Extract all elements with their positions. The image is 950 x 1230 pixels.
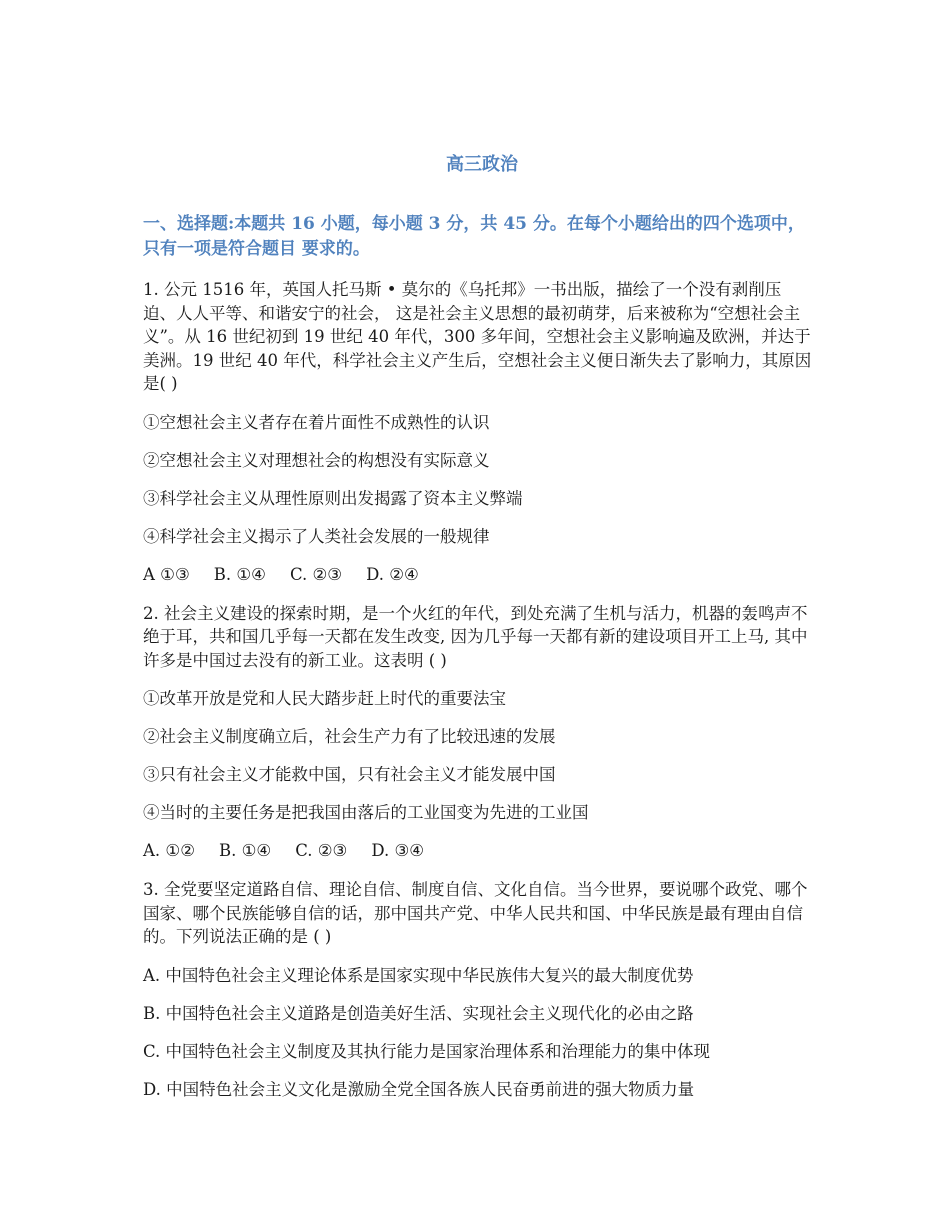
answer-options [143,840,813,862]
question-stem: 2. 社会主义建设的探索时期，是一个火红的年代，到处充满了生机与活力，机器的轰鸣声不绝于耳，共和国几乎每一天都在发生改变, 因为几乎每一天都有新的建设项目开工上马, 其中许多是中国过去没有的新工业。这表明 ( ) [143,603,808,670]
answer-option-d: D. ②④ [366,564,419,584]
answer-option-b: B. ①④ [213,564,266,584]
page-title: 高三政治 [446,154,518,175]
answer-option-c: C. ②③ [289,564,343,584]
choice-option-b: B. 中国特色社会主义道路是创造美好生活、实现社会主义现代化的必由之路 [143,1003,694,1023]
statement-item: ④科学社会主义揭示了人类社会发展的一般规律 [143,526,490,546]
statement-item: ①空想社会主义者存在着片面性不成熟性的认识 [143,412,490,432]
question-2 [143,602,813,863]
statement-item: ④当时的主要任务是把我国由落后的工业国变为先进的工业国 [143,803,589,822]
statement-item: ③科学社会主义从理性原则出发揭露了资本主义弊端 [143,488,523,508]
answer-option-a: A. ①② [143,841,195,860]
choice-option-d: D. 中国特色社会主义文化是激励全党全国各族人民奋勇前进的强大物质力量 [143,1079,695,1099]
question-3 [143,878,813,1101]
answer-option-c: C. ②③ [295,841,348,860]
statement-item: ③只有社会主义才能救中国，只有社会主义才能发展中国 [143,765,556,784]
question-1 [143,278,813,586]
answer-options [143,564,813,586]
statement-item: ②空想社会主义对理想社会的构想没有实际意义 [143,450,490,470]
answer-option-a: A ①③ [143,564,190,584]
section-heading: 一、选择题:本题共 16 小题，每小题 3 分，共 45 分。在每个小题给出的四个选项中，只有一项是符合题目 要求的。 [143,214,805,259]
statement-item: ②社会主义制度确立后，社会生产力有了比较迅速的发展 [143,727,556,746]
statement-item: ①改革开放是党和人民大踏步赶上时代的重要法宝 [143,689,506,708]
question-stem: 1. 公元 1516 年，英国人托马斯 • 莫尔的《乌托邦》一书出版，描绘了一个没有剥削压迫、人人平等、和谐安宁的社会， 这是社会主义思想的最初萌芽，后来被称为“空想社会主义”。从 16 世纪初到 19 世纪 40 年代，300 多年间，空想社会主义影响遍及欧洲，并达于美洲。19 世纪 40 年代，科学社会主义产生后，空想社会主义便日渐失去了影响力，其原因是( ) [143,280,812,393]
exam-page [143,150,813,1117]
answer-option-d: D. ③④ [371,841,425,860]
answer-option-b: B. ①④ [219,841,272,860]
choice-option-c: C. 中国特色社会主义制度及其执行能力是国家治理体系和治理能力的集中体现 [143,1041,711,1061]
question-stem: 3. 全党要坚定道路自信、理论自信、制度自信、文化自信。当今世界，要说哪个政党、哪个国家、哪个民族能够自信的话，那中国共产党、中华人民共和国、中华民族是最有理由自信的。下列说法正确的是 ( ) [143,880,808,946]
choice-option-a: A. 中国特色社会主义理论体系是国家实现中华民族伟大复兴的最大制度优势 [143,965,694,985]
